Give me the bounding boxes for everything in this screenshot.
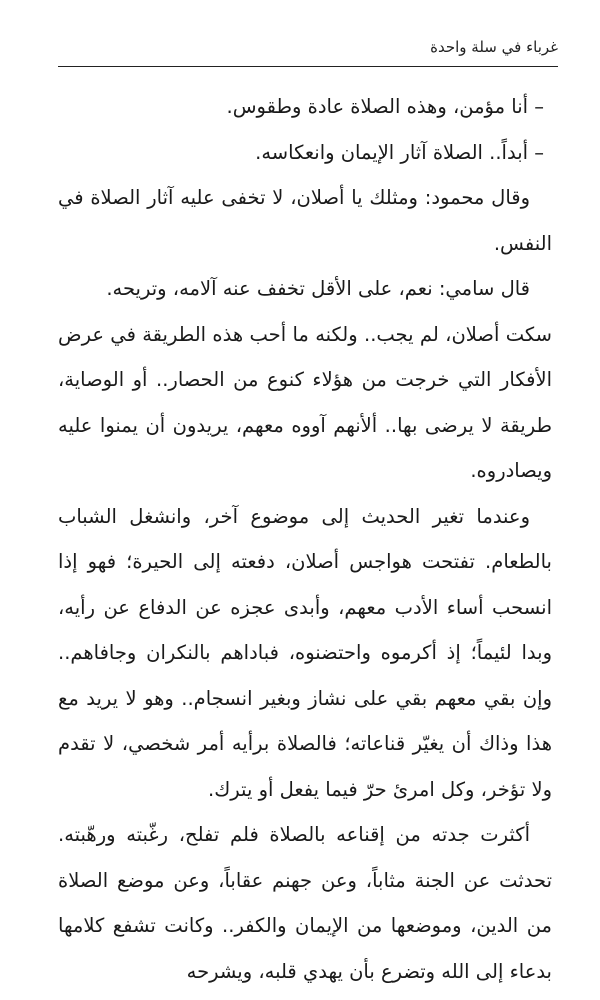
body-text: [58, 84, 552, 994]
running-header-title: غرباء في سلة واحدة: [430, 38, 558, 56]
paragraph: سكت أصلان، لم يجب.. ولكنه ما أحب هذه الطريقة في عرض الأفكار التي خرجت من هؤلاء كنوع من الحصار.. أو الوصاية، طريقة لا يرضى بها.. ألأنهم آووه معهم، يريدون أن يمنوا عليه ويصادروه.: [58, 322, 552, 482]
header-rule: [58, 66, 558, 67]
paragraph: قال سامي: نعم، على الأقل تخفف عنه آلامه، وتريحه.: [106, 277, 530, 300]
dialogue-line: – أنا مؤمن، وهذه الصلاة عادة وطقوس.: [226, 95, 544, 118]
dialogue-line: – أبداً.. الصلاة آثار الإيمان وانعكاسه.: [255, 140, 544, 164]
paragraph: أكثرت جدته من إقناعه بالصلاة فلم تفلح، رغّبته ورهّبته. تحدثت عن الجنة مثاباً، وعن جهنم عقاباً، وعن موضع الصلاة من الدين، وموضعها من الإيمان والكفر.. وكانت تشفع كلامها بدعاء إلى الله وتضرع بأن يهدي قلبه، ويشرحه: [58, 823, 552, 983]
paragraph: وعندما تغير الحديث إلى موضوع آخر، وانشغل الشباب بالطعام. تفتحت هواجس أصلان، دفعته إلى الحيرة؛ فهو إذا انسحب أساء الأدب معهم، وأبدى عجزه عن الدفاع عن رأيه، وبدا لئيماً؛ إذ أكرموه واحتضنوه، فباداهم بالنكران وجافاهم.. وإن بقي معهم بقي على نشاز وبغير انسجام.. وهو لا يريد مع هذا وذاك أن يغيّر قناعاته؛ فالصلاة برأيه أمر شخصي، لا تقدم ولا تؤخر، وكل امرئ حرّ فيما يفعل أو يترك.: [58, 504, 552, 801]
paragraph: وقال محمود: ومثلك يا أصلان، لا تخفى عليه آثار الصلاة في النفس.: [58, 186, 552, 255]
